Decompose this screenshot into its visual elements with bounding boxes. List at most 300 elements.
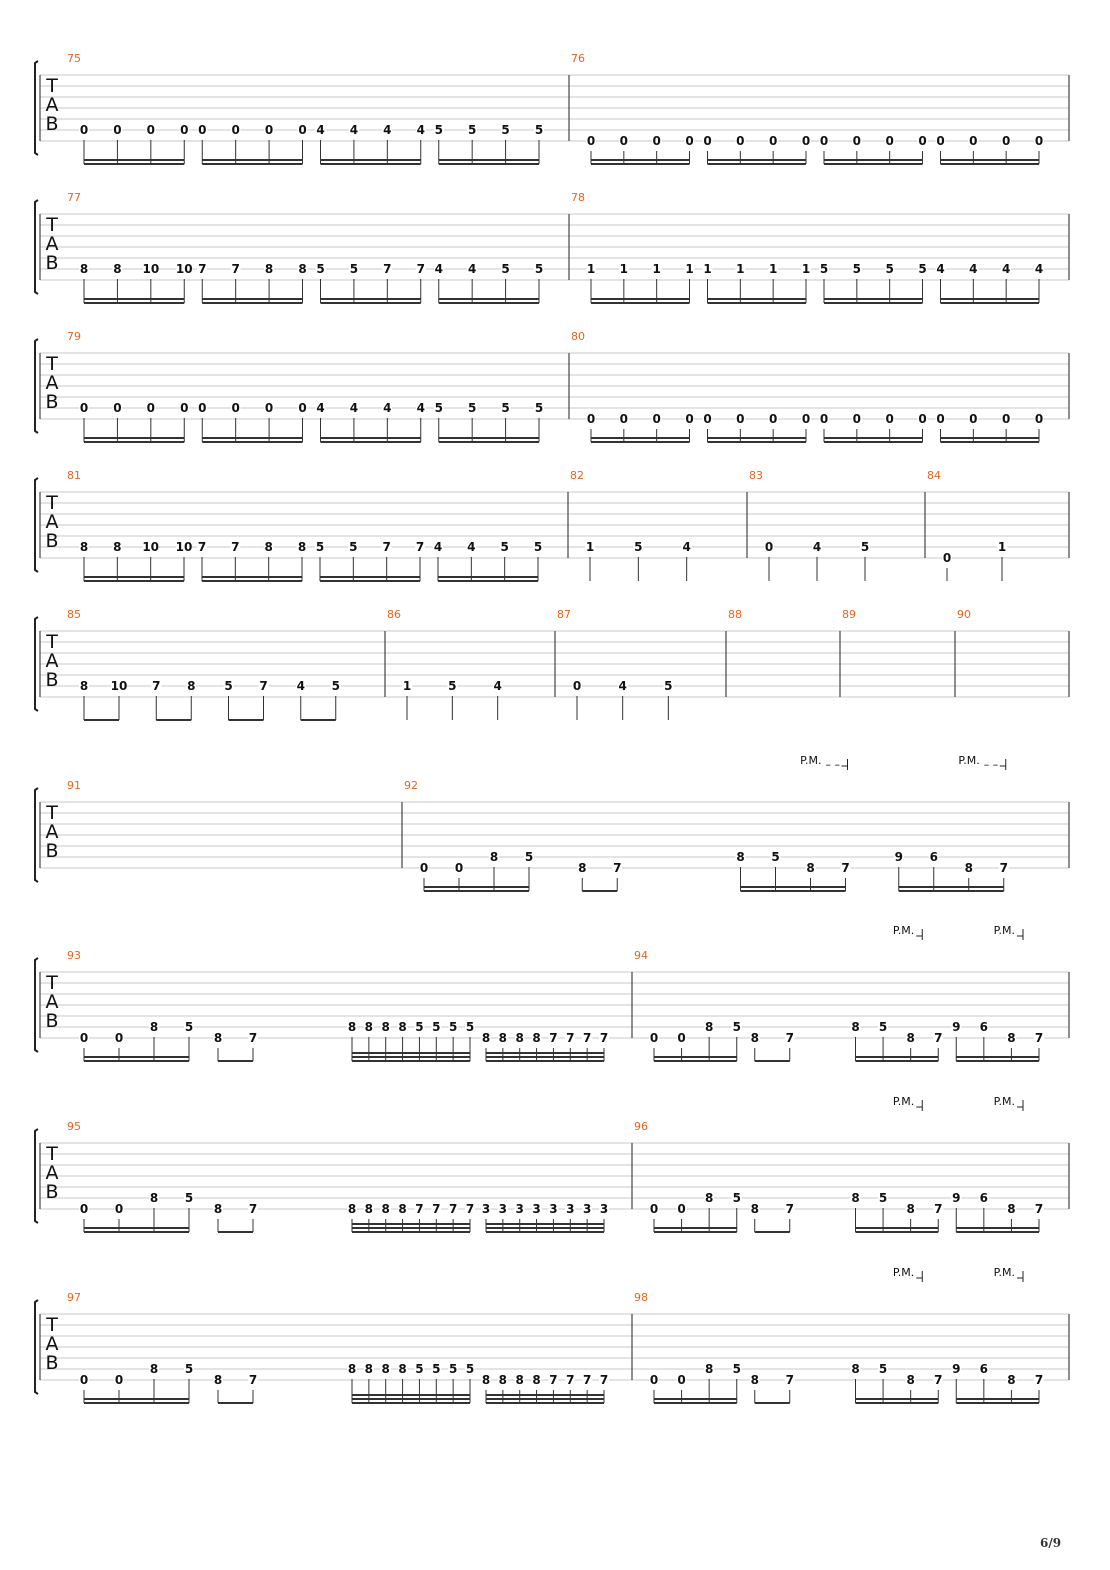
fret-number: 0 xyxy=(114,1373,124,1387)
fret-number: 8 xyxy=(297,540,307,554)
tab-clef-letter: A xyxy=(45,94,59,116)
fret-number: 0 xyxy=(231,401,240,415)
fret-number: 8 xyxy=(481,1373,491,1387)
fret-number: 5 xyxy=(501,262,510,276)
palm-mute-label: P.M. xyxy=(892,1095,915,1108)
fret-number: 7 xyxy=(566,1373,575,1387)
beat-group xyxy=(586,262,695,303)
beat-group xyxy=(151,679,196,720)
fret-number: 8 xyxy=(213,1031,223,1045)
measure-number: 98 xyxy=(634,1291,648,1304)
measure-number: 84 xyxy=(927,469,941,482)
fret-number: 5 xyxy=(349,262,359,276)
palm-mute-label: P.M. xyxy=(993,1095,1015,1108)
fret-number: 8 xyxy=(347,1020,357,1034)
palm-mute-label: P.M. xyxy=(892,924,915,937)
measure xyxy=(634,1095,1044,1232)
beat-group xyxy=(447,679,457,720)
fret-number: 7 xyxy=(934,1202,943,1216)
tab-system xyxy=(35,330,1069,442)
fret-number: 8 xyxy=(750,1202,759,1216)
fret-number: 8 xyxy=(704,1020,714,1034)
fret-number: 7 xyxy=(415,540,425,554)
fret-number: 0 xyxy=(918,134,927,148)
beat-group xyxy=(586,412,695,442)
fret-number: 5 xyxy=(349,540,358,554)
beat-group xyxy=(951,1266,1044,1403)
beat-group xyxy=(703,262,812,303)
fret-number: 4 xyxy=(316,401,325,415)
fret-number: 5 xyxy=(331,679,340,693)
beat-group xyxy=(434,123,544,164)
tab-clef-letter: B xyxy=(45,840,59,862)
fret-number: 0 xyxy=(146,401,156,415)
fret-number: 8 xyxy=(79,262,89,276)
fret-number: 3 xyxy=(566,1202,575,1216)
beat-group xyxy=(851,1095,944,1232)
beat-group xyxy=(316,123,426,164)
fret-number: 8 xyxy=(264,540,273,554)
measure-number: 79 xyxy=(67,330,81,343)
measure-number: 90 xyxy=(957,608,971,621)
tab-system xyxy=(35,924,1069,1061)
fret-number: 0 xyxy=(677,1373,686,1387)
fret-number: 4 xyxy=(969,262,978,276)
fret-number: 8 xyxy=(806,861,815,875)
fret-number: 7 xyxy=(785,1031,794,1045)
beat-group xyxy=(894,754,1009,891)
fret-number: 0 xyxy=(180,123,189,137)
fret-number: 8 xyxy=(213,1373,223,1387)
fret-number: 7 xyxy=(1034,1373,1044,1387)
fret-number: 6 xyxy=(979,1191,989,1205)
measure-number: 78 xyxy=(571,191,585,204)
beat-group xyxy=(213,1031,258,1061)
measure xyxy=(842,608,856,621)
tab-clef-letter: B xyxy=(45,252,59,274)
tab-clef-letter: T xyxy=(46,214,58,236)
fret-number: 3 xyxy=(498,1202,508,1216)
fret-number: 8 xyxy=(364,1362,374,1376)
system-bracket xyxy=(35,200,38,294)
palm-mute-dashes: – – xyxy=(983,758,999,771)
beat-group xyxy=(851,924,944,1061)
fret-number: 4 xyxy=(349,401,359,415)
beat-group xyxy=(649,1191,742,1232)
tab-clef-letter: T xyxy=(46,1143,58,1165)
fret-number: 5 xyxy=(448,1362,458,1376)
measure-number: 85 xyxy=(67,608,81,621)
fret-number: 7 xyxy=(599,1031,609,1045)
beat-group xyxy=(481,1373,609,1403)
fret-number: 8 xyxy=(149,1362,159,1376)
fret-number: 8 xyxy=(364,1020,374,1034)
fret-number: 0 xyxy=(801,134,811,148)
fret-number: 7 xyxy=(785,1202,794,1216)
fret-number: 8 xyxy=(704,1362,714,1376)
fret-number: 8 xyxy=(398,1020,407,1034)
beat-group xyxy=(736,754,851,891)
fret-number: 1 xyxy=(585,540,595,554)
measure-number: 80 xyxy=(571,330,585,343)
fret-number: 0 xyxy=(1034,412,1044,426)
measure xyxy=(67,779,81,792)
tab-clef-letter: B xyxy=(45,113,59,135)
tab-clef-letter: T xyxy=(46,631,58,653)
fret-number: 5 xyxy=(224,679,233,693)
fret-number: 8 xyxy=(851,1020,860,1034)
fret-number: 8 xyxy=(736,850,745,864)
fret-number: 5 xyxy=(415,1362,424,1376)
tab-clef-letter: T xyxy=(46,353,58,375)
beat-group xyxy=(347,1020,475,1061)
fret-number: 0 xyxy=(677,1202,686,1216)
fret-number: 0 xyxy=(936,412,945,426)
measure-number: 75 xyxy=(67,52,81,65)
fret-number: 1 xyxy=(402,679,412,693)
fret-number: 0 xyxy=(79,1373,89,1387)
fret-number: 5 xyxy=(634,540,643,554)
fret-number: 8 xyxy=(264,262,274,276)
fret-number: 8 xyxy=(578,861,587,875)
fret-number: 10 xyxy=(110,679,128,693)
fret-number: 0 xyxy=(419,861,429,875)
fret-number: 0 xyxy=(572,679,582,693)
tab-clef-letter: A xyxy=(45,991,59,1013)
fret-number: 0 xyxy=(649,1031,659,1045)
fret-number: 0 xyxy=(652,412,661,426)
fret-number: 0 xyxy=(198,123,207,137)
fret-number: 7 xyxy=(416,262,425,276)
fret-number: 8 xyxy=(750,1031,759,1045)
fret-number: 3 xyxy=(481,1202,491,1216)
fret-number: 5 xyxy=(184,1020,194,1034)
fret-number: 0 xyxy=(113,123,122,137)
fret-number: 0 xyxy=(231,123,240,137)
fret-number: 4 xyxy=(1034,262,1044,276)
fret-number: 4 xyxy=(467,540,476,554)
tab-clef-letter: A xyxy=(45,233,59,255)
tab-clef-letter: B xyxy=(45,391,59,413)
fret-number: 4 xyxy=(296,679,305,693)
fret-number: 7 xyxy=(785,1373,794,1387)
fret-number: 7 xyxy=(1034,1202,1044,1216)
fret-number: 0 xyxy=(768,134,778,148)
fret-number: 0 xyxy=(736,412,745,426)
fret-number: 0 xyxy=(649,1202,659,1216)
fret-number: 10 xyxy=(175,540,193,554)
palm-mute-label: P.M. xyxy=(892,1266,915,1279)
fret-number: 5 xyxy=(448,1020,458,1034)
fret-number: 5 xyxy=(467,401,477,415)
fret-number: 7 xyxy=(198,262,207,276)
fret-number: 1 xyxy=(997,540,1007,554)
beat-group xyxy=(347,1202,475,1232)
fret-number: 3 xyxy=(599,1202,609,1216)
fret-number: 0 xyxy=(1001,412,1011,426)
fret-number: 4 xyxy=(416,123,425,137)
tab-clef-letter: A xyxy=(45,650,59,672)
fret-number: 4 xyxy=(493,679,502,693)
fret-number: 9 xyxy=(952,1191,961,1205)
beat-group xyxy=(812,540,822,581)
fret-number: 5 xyxy=(432,1020,441,1034)
tab-clef-letter: B xyxy=(45,1181,59,1203)
fret-number: 0 xyxy=(764,540,774,554)
beat-group xyxy=(936,262,1045,303)
measure xyxy=(404,754,1009,891)
fret-number: 1 xyxy=(685,262,694,276)
beat-group xyxy=(315,540,425,581)
beat-group xyxy=(79,540,192,581)
fret-number: 7 xyxy=(599,1373,609,1387)
fret-number: 0 xyxy=(79,1202,89,1216)
fret-number: 7 xyxy=(259,679,268,693)
beat-group xyxy=(79,679,127,720)
beat-group xyxy=(224,679,269,720)
beat-group xyxy=(750,1373,795,1403)
fret-number: 8 xyxy=(187,679,196,693)
tab-system xyxy=(35,1266,1069,1403)
system-bracket xyxy=(35,958,38,1052)
fret-number: 8 xyxy=(398,1202,407,1216)
fret-number: 0 xyxy=(649,1373,659,1387)
fret-number: 5 xyxy=(878,1191,888,1205)
measure-number: 82 xyxy=(570,469,584,482)
tab-clef-letter: T xyxy=(46,972,58,994)
beat-group xyxy=(402,679,412,720)
beat-group xyxy=(618,679,628,720)
fret-number: 5 xyxy=(885,262,894,276)
page-number: 6/9 xyxy=(1040,1536,1062,1550)
fret-number: 8 xyxy=(906,1031,915,1045)
fret-number: 7 xyxy=(549,1373,558,1387)
measure-number: 93 xyxy=(67,949,81,962)
fret-number: 0 xyxy=(685,134,694,148)
tab-system xyxy=(35,191,1069,303)
fret-number: 0 xyxy=(586,412,596,426)
fret-number: 8 xyxy=(964,861,973,875)
fret-number: 7 xyxy=(448,1202,458,1216)
fret-number: 7 xyxy=(934,1031,943,1045)
fret-number: 8 xyxy=(481,1031,491,1045)
measure xyxy=(728,608,742,621)
measure-number: 92 xyxy=(404,779,418,792)
fret-number: 4 xyxy=(433,540,443,554)
fret-number: 0 xyxy=(677,1031,686,1045)
fret-number: 7 xyxy=(383,262,392,276)
palm-mute-label: P.M. xyxy=(800,754,822,767)
tab-system xyxy=(35,469,1069,581)
beat-group xyxy=(197,540,307,581)
beat-group xyxy=(682,540,692,581)
fret-number: 1 xyxy=(768,262,778,276)
fret-number: 0 xyxy=(703,412,712,426)
fret-number: 7 xyxy=(841,861,850,875)
fret-number: 7 xyxy=(248,1031,258,1045)
fret-number: 4 xyxy=(812,540,822,554)
fret-number: 0 xyxy=(936,134,945,148)
beat-group xyxy=(585,540,595,581)
beat-group xyxy=(851,1266,944,1403)
beat-group xyxy=(79,1362,194,1403)
fret-number: 7 xyxy=(934,1373,943,1387)
fret-number: 7 xyxy=(999,861,1008,875)
fret-number: 8 xyxy=(398,1362,407,1376)
tab-system xyxy=(35,608,1069,720)
fret-number: 8 xyxy=(1007,1031,1016,1045)
fret-number: 0 xyxy=(454,861,464,875)
fret-number: 0 xyxy=(736,134,745,148)
fret-number: 8 xyxy=(298,262,307,276)
beat-group xyxy=(663,679,673,720)
fret-number: 4 xyxy=(416,401,425,415)
fret-number: 0 xyxy=(586,134,596,148)
fret-number: 5 xyxy=(771,850,780,864)
fret-number: 8 xyxy=(532,1373,541,1387)
fret-number: 8 xyxy=(851,1191,860,1205)
fret-number: 0 xyxy=(180,401,189,415)
system-bracket xyxy=(35,1129,38,1223)
beat-group xyxy=(750,1202,795,1232)
beat-group xyxy=(819,134,928,164)
measure-number: 94 xyxy=(634,949,648,962)
fret-number: 4 xyxy=(936,262,945,276)
fret-number: 0 xyxy=(114,1202,124,1216)
fret-number: 5 xyxy=(432,1362,441,1376)
fret-number: 7 xyxy=(231,262,240,276)
beat-group xyxy=(860,540,870,581)
fret-number: 0 xyxy=(801,412,811,426)
beat-group xyxy=(79,1191,194,1232)
fret-number: 7 xyxy=(582,1031,592,1045)
fret-number: 4 xyxy=(383,401,392,415)
beat-group xyxy=(572,679,582,720)
measure-number: 95 xyxy=(67,1120,81,1133)
beat-group xyxy=(79,401,189,442)
fret-number: 1 xyxy=(619,262,629,276)
fret-number: 8 xyxy=(1007,1202,1016,1216)
fret-number: 8 xyxy=(515,1031,524,1045)
beat-group xyxy=(79,123,189,164)
measure xyxy=(957,608,971,621)
fret-number: 5 xyxy=(448,679,457,693)
fret-number: 8 xyxy=(906,1202,915,1216)
fret-number: 5 xyxy=(819,262,829,276)
measure-number: 77 xyxy=(67,191,81,204)
fret-number: 0 xyxy=(969,412,978,426)
fret-number: 8 xyxy=(498,1373,508,1387)
beat-group xyxy=(493,679,503,720)
fret-number: 1 xyxy=(736,262,745,276)
fret-number: 7 xyxy=(197,540,207,554)
fret-number: 0 xyxy=(1001,134,1011,148)
beat-group xyxy=(703,412,812,442)
fret-number: 7 xyxy=(566,1031,575,1045)
fret-number: 3 xyxy=(532,1202,541,1216)
tab-clef-letter: B xyxy=(45,1352,59,1374)
beat-group xyxy=(936,134,1045,164)
system-bracket xyxy=(35,788,38,882)
fret-number: 8 xyxy=(79,679,89,693)
fret-number: 5 xyxy=(501,123,510,137)
fret-number: 5 xyxy=(434,401,443,415)
fret-number: 5 xyxy=(860,540,870,554)
beat-group xyxy=(819,412,928,442)
palm-mute-label: P.M. xyxy=(958,754,980,767)
fret-number: 5 xyxy=(500,540,509,554)
fret-number: 8 xyxy=(489,850,499,864)
fret-number: 5 xyxy=(184,1362,194,1376)
beat-group xyxy=(633,540,643,581)
beat-group xyxy=(649,1362,742,1403)
tab-clef-letter: T xyxy=(46,492,58,514)
beat-group xyxy=(213,1373,258,1403)
fret-number: 5 xyxy=(501,401,510,415)
tab-clef-letter: T xyxy=(46,75,58,97)
fret-number: 0 xyxy=(852,412,862,426)
fret-number: 8 xyxy=(149,1191,159,1205)
fret-number: 5 xyxy=(732,1191,741,1205)
fret-number: 5 xyxy=(465,1362,475,1376)
fret-number: 5 xyxy=(732,1362,741,1376)
system-bracket xyxy=(35,339,38,433)
fret-number: 7 xyxy=(465,1202,475,1216)
fret-number: 8 xyxy=(213,1202,223,1216)
fret-number: 0 xyxy=(619,412,629,426)
fret-number: 5 xyxy=(184,1191,194,1205)
tab-clef-letter: T xyxy=(46,1314,58,1336)
fret-number: 0 xyxy=(1034,134,1044,148)
fret-number: 7 xyxy=(613,861,622,875)
tab-clef-letter: B xyxy=(45,1010,59,1032)
beat-group xyxy=(586,134,695,164)
fret-number: 8 xyxy=(149,1020,159,1034)
fret-number: 0 xyxy=(819,134,829,148)
tab-system xyxy=(35,1095,1069,1232)
fret-number: 1 xyxy=(703,262,712,276)
beat-group xyxy=(819,262,928,303)
fret-number: 7 xyxy=(152,679,161,693)
fret-number: 8 xyxy=(532,1031,541,1045)
fret-number: 4 xyxy=(618,679,627,693)
beat-group xyxy=(197,401,307,442)
tab-system xyxy=(35,52,1069,164)
tab-clef-letter: B xyxy=(45,669,59,691)
fret-number: 4 xyxy=(1001,262,1011,276)
measure-number: 89 xyxy=(842,608,856,621)
fret-number: 5 xyxy=(534,123,544,137)
fret-number: 5 xyxy=(732,1020,741,1034)
beat-group xyxy=(79,1020,194,1061)
system-bracket xyxy=(35,478,38,572)
fret-number: 8 xyxy=(704,1191,714,1205)
fret-number: 5 xyxy=(316,262,325,276)
beat-group xyxy=(434,262,544,303)
measure xyxy=(634,924,1044,1061)
fret-number: 4 xyxy=(434,262,443,276)
beat-group xyxy=(942,551,952,581)
fret-number: 7 xyxy=(248,1202,258,1216)
fret-number: 0 xyxy=(79,1031,89,1045)
fret-number: 8 xyxy=(381,1202,390,1216)
fret-number: 7 xyxy=(582,1373,592,1387)
beat-group xyxy=(764,540,774,581)
beat-group xyxy=(347,1362,475,1403)
fret-number: 10 xyxy=(142,262,160,276)
system-bracket xyxy=(35,1300,38,1394)
fret-number: 7 xyxy=(382,540,391,554)
